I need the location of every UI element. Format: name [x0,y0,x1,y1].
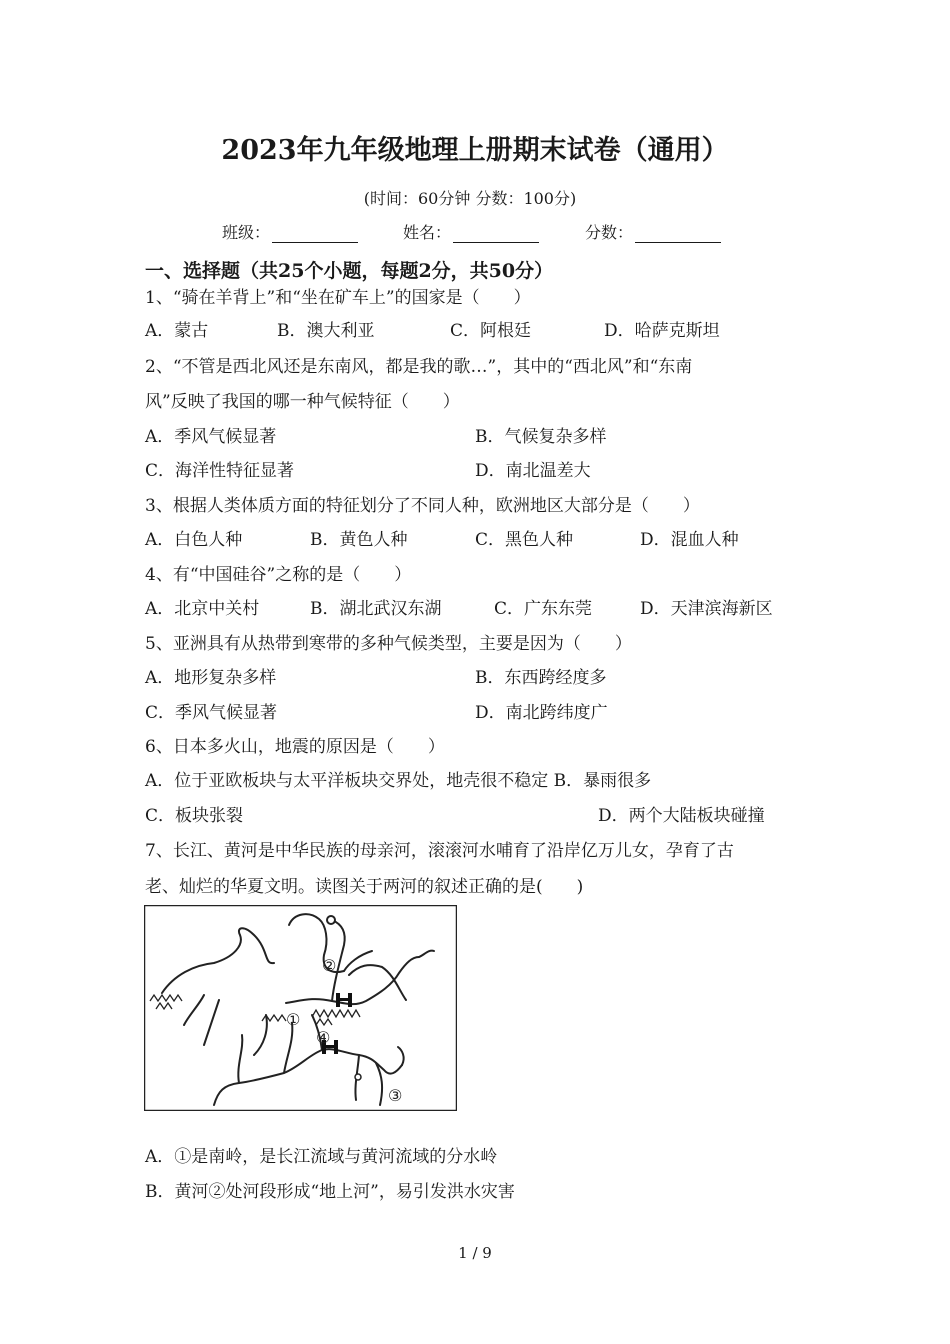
map-label-2: ② [322,956,337,975]
q2-option-b[interactable]: B．气候复杂多样 [475,427,607,447]
q1-stem: 1、“骑在羊背上”和“坐在矿车上”的国家是（ ） [145,288,531,308]
page-number: 1 / 9 [458,1244,492,1262]
q6-option-c[interactable]: C．板块张裂 [145,806,244,826]
q7-stem-line2: 老、灿烂的华夏文明。读图关于两河的叙述正确的是( ) [145,877,584,897]
q5-stem: 5、亚洲具有从热带到寒带的多种气候类型，主要是因为（ ） [145,634,632,654]
q7-stem-line1: 7、长江、黄河是中华民族的母亲河，滚滚河水哺育了沿岸亿万儿女，孕育了古 [145,841,734,861]
score-field [585,220,721,243]
q4-option-d[interactable]: D．天津滨海新区 [640,599,773,619]
q1-option-a[interactable]: A．蒙古 [145,321,209,341]
q5-option-a[interactable]: A．地形复杂多样 [145,668,277,688]
q3-option-d[interactable]: D．混血人种 [640,530,739,550]
exam-meta: (时间：60分钟 分数：100分) [363,189,577,208]
q3-option-b[interactable]: B．黄色人种 [310,530,408,550]
q2-option-c[interactable]: C．海洋性特征显著 [145,461,295,481]
score-label: 分数： [585,223,634,242]
map-label-3: ③ [388,1086,403,1105]
q7-option-b[interactable]: B．黄河②处河段形成“地上河”，易引发洪水灾害 [145,1182,515,1202]
map-label-4: ④ [316,1028,331,1047]
name-label: 姓名： [403,223,452,242]
map-border [145,906,457,1111]
q5-option-c[interactable]: C．季风气候显著 [145,703,278,723]
class-field [222,220,358,243]
q1-option-c[interactable]: C．阿根廷 [450,321,532,341]
q5-option-b[interactable]: B．东西跨经度多 [475,668,607,688]
q1-option-d[interactable]: D．哈萨克斯坦 [604,321,720,341]
river-map-figure [144,905,457,1111]
q5-option-d[interactable]: D．南北跨纬度广 [475,703,608,723]
q2-stem-line1: 2、“不管是西北风还是东南风，都是我的歌…”，其中的“西北风”和“东南 [145,357,693,377]
city-dot [355,1074,361,1080]
q6-option-a-b[interactable]: A．位于亚欧板块与太平洋板块交界处，地壳很不稳定 B．暴雨很多 [145,771,652,791]
q2-stem-line2: 风”反映了我国的哪一种气候特征（ ） [145,392,460,412]
q4-option-a[interactable]: A．北京中关村 [145,599,260,619]
q2-option-d[interactable]: D．南北温差大 [475,461,591,481]
q4-option-b[interactable]: B．湖北武汉东湖 [310,599,442,619]
q4-option-c[interactable]: C．广东东莞 [494,599,593,619]
q6-stem: 6、日本多火山，地震的原因是（ ） [145,737,445,757]
map-label-1: ① [286,1010,301,1029]
name-blank[interactable] [453,226,539,243]
q1-option-b[interactable]: B．澳大利亚 [277,321,375,341]
score-blank[interactable] [635,226,721,243]
section-heading: 一、选择题（共25个小题，每题2分，共50分） [145,260,554,282]
class-label: 班级： [222,223,271,242]
q3-option-c[interactable]: C．黑色人种 [475,530,574,550]
q4-stem: 4、有“中国硅谷”之称的是（ ） [145,565,412,585]
q3-option-a[interactable]: A．白色人种 [145,530,243,550]
class-blank[interactable] [272,226,358,243]
q2-option-a[interactable]: A．季风气候显著 [145,427,277,447]
page-title: 2023年九年级地理上册期末试卷（通用） [221,135,729,166]
name-field [403,220,539,243]
q7-option-a[interactable]: A．①是南岭，是长江流域与黄河流域的分水岭 [145,1147,498,1167]
q6-option-d[interactable]: D．两个大陆板块碰撞 [598,806,765,826]
q3-stem: 3、根据人类体质方面的特征划分了不同人种，欧洲地区大部分是（ ） [145,496,700,516]
